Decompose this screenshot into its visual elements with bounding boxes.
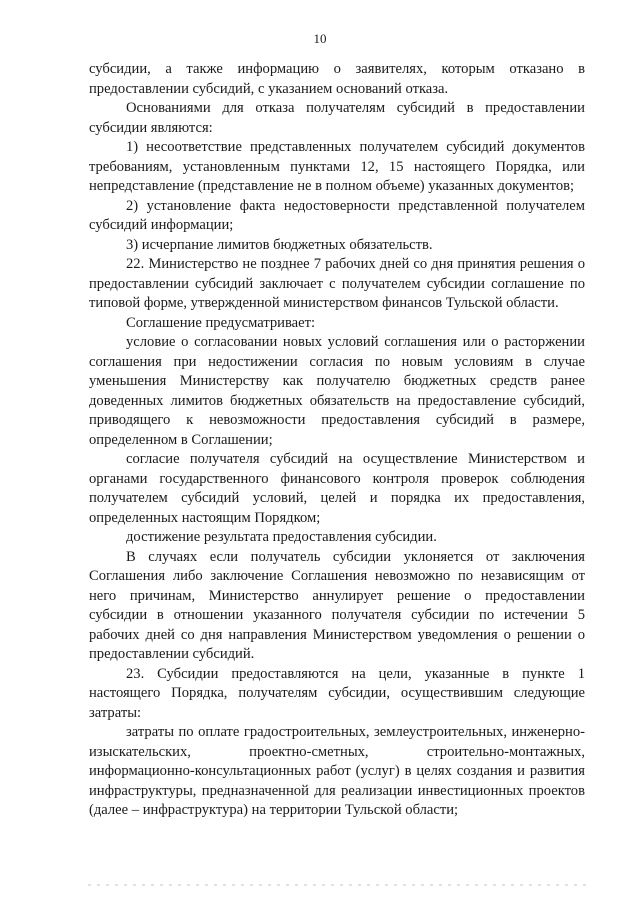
paragraph: достижение результата предоставления субсидии.: [126, 529, 437, 545]
paragraph: затраты по оплате градостроительных, землеустроительных, инженерно-изыскательских, проектно-сметных, строительно-монтажных, информационно-консультационных работ (услуг) в целях создания и развития инфраструктуры, предназначенной для реализации инвестиционных проектов (далее – инфраструктура) на территории Тульской области;: [89, 724, 585, 818]
paragraph: 23. Субсидии предоставляются на цели, указанные в пункте 1 настоящего Порядка, получателям субсидии, осуществившим следующие затраты:: [89, 665, 585, 721]
paragraph: Основаниями для отказа получателям субсидий в предоставлении субсидии являются:: [89, 100, 585, 136]
paragraph: В случаях если получатель субсидии уклоняется от заключения Соглашения либо заключение Соглашения невозможно по независящим от него причинам, Министерство аннулирует решение о предоставлении субсидии в отношении указанного получателя субсидии по истечении 5 рабочих дней со дня направления Министерством уведомления о решении о предоставлении субсидий.: [89, 548, 585, 662]
page-number: 10: [313, 31, 327, 46]
document-body: [89, 60, 585, 821]
scan-artifact-line: [88, 884, 588, 886]
paragraph: 3) исчерпание лимитов бюджетных обязательств.: [126, 236, 433, 253]
paragraph: 22. Министерство не позднее 7 рабочих дней со дня принятия решения о предоставлении субсидий заключает с получателем субсидии соглашение по типовой форме, утвержденной министерством финансов Тульской области.: [89, 256, 585, 311]
paragraph: субсидии, а также информацию о заявителях, которым отказано в предоставлении субсидий, с указанием оснований отказа.: [89, 61, 585, 97]
paragraph: Соглашение предусматривает:: [126, 314, 316, 331]
paragraph: 1) несоответствие представленных получателем субсидий документов требованиям, установленным пунктами 12, 15 настоящего Порядка, или непредставление (представление не в полном объеме) указанных документов;: [89, 139, 585, 194]
paragraph: 2) установление факта недостоверности представленной получателем субсидий информации;: [89, 197, 585, 233]
paragraph: условие о согласовании новых условий соглашения или о расторжении соглашения при недостижении согласия по новым условиям в случае уменьшения Министерству как получателю бюджетных средств ранее доведенных лимитов бюджетных обязательств на предоставление субсидий, приводящего к невозможности предоставления субсидий в размере, определенном в Соглашении;: [89, 334, 585, 448]
paragraph: согласие получателя субсидий на осуществление Министерством и органами государственного финансового контроля проверок соблюдения получателем субсидий условий, целей и порядка их предоставления, определенных настоящим Порядком;: [89, 451, 585, 526]
